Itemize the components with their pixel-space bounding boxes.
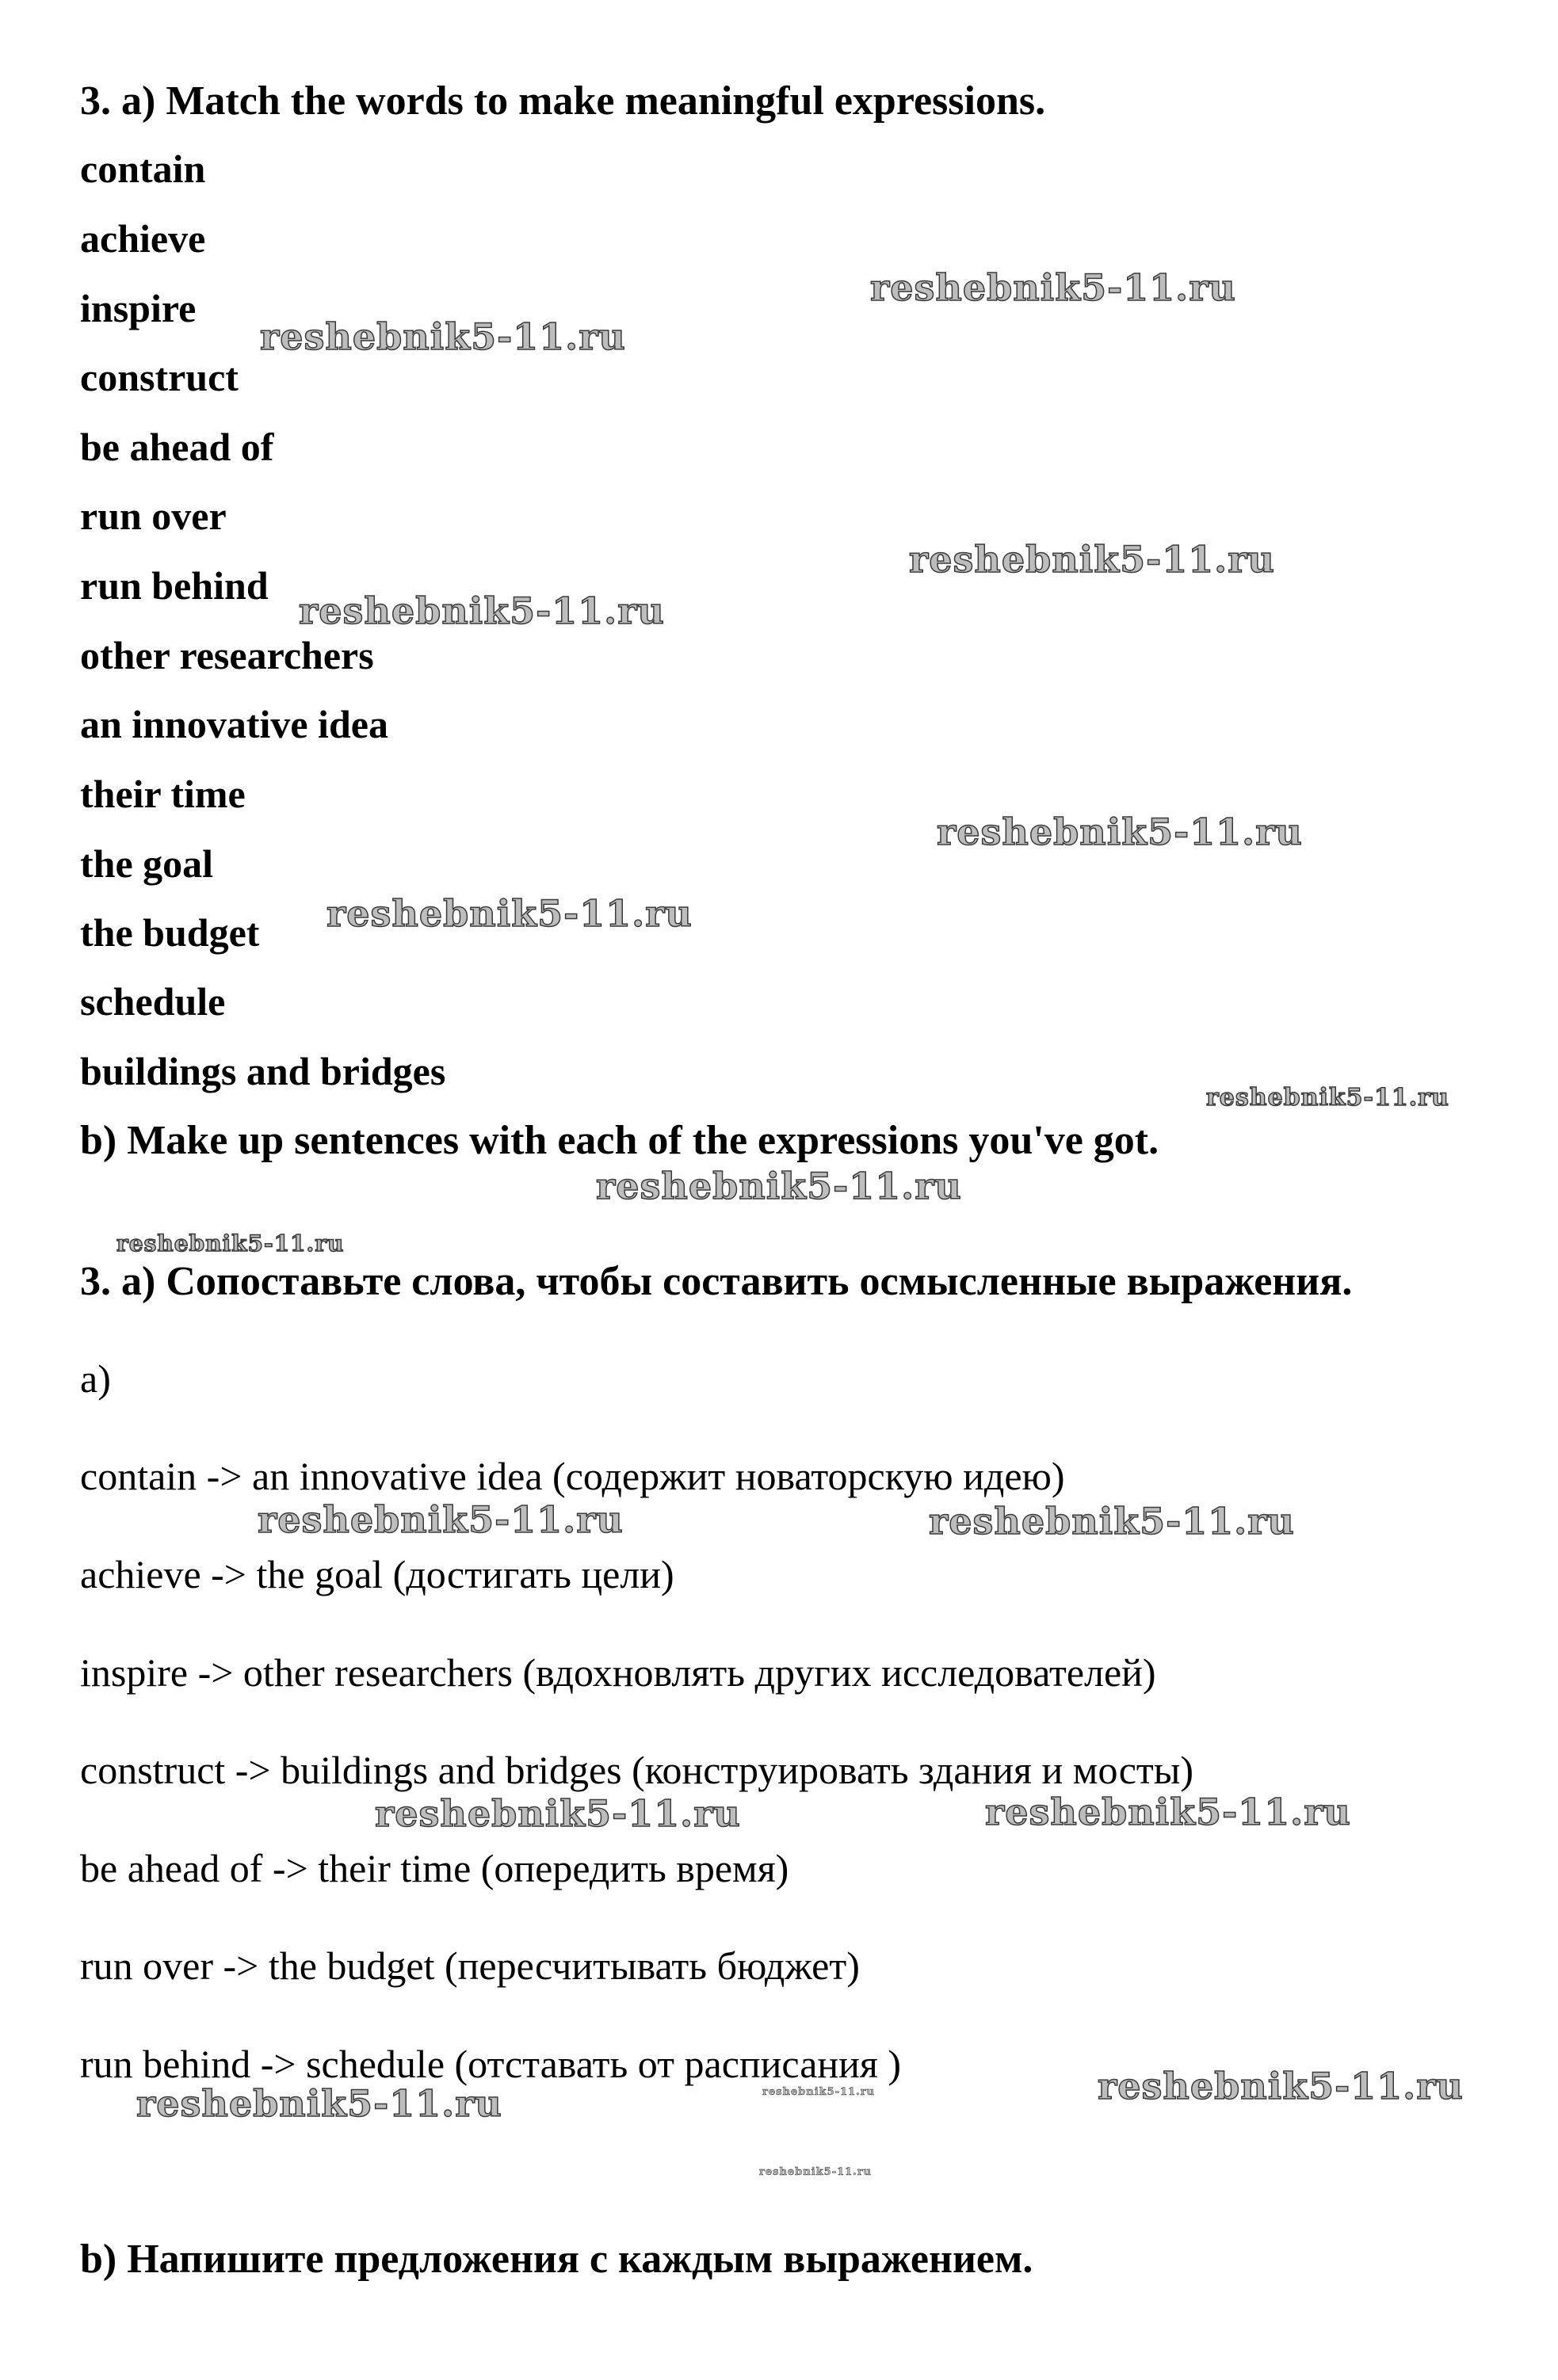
task-b-en: b) Make up sentences with each of the expressions you've got. [80,1118,1159,1163]
watermark: reshebnik5-11.ru [985,1791,1351,1833]
word-item: the goal [80,841,214,886]
watermark: reshebnik5-11.ru [759,2166,873,2178]
word-item: other researchers [80,633,374,677]
watermark: reshebnik5-11.ru [596,1165,962,1207]
watermark: reshebnik5-11.ru [929,1500,1295,1543]
watermark: reshebnik5-11.ru [375,1792,741,1835]
watermark: reshebnik5-11.ru [116,1230,345,1257]
word-item: achieve [80,216,206,261]
answer-line: inspire -> other researchers (вдохновлять других исследователей) [80,1650,1156,1695]
word-item: contain [80,147,206,191]
watermark: reshebnik5-11.ru [762,2086,876,2098]
word-item: run over [80,494,227,538]
word-item: an innovative idea [80,702,388,746]
watermark: reshebnik5-11.ru [299,589,665,632]
watermark: reshebnik5-11.ru [1098,2065,1464,2107]
word-item: the budget [80,910,260,955]
answer-line: be ahead of -> their time (опередить время) [80,1846,789,1890]
watermark: reshebnik5-11.ru [937,810,1303,853]
exercise-title-ru: 3. a) Сопоставьте слова, чтобы составить осмысленные выражения. [80,1259,1353,1304]
watermark: reshebnik5-11.ru [136,2082,502,2125]
watermark: reshebnik5-11.ru [260,315,626,358]
word-item: their time [80,772,246,816]
answer-line: achieve -> the goal (достигать цели) [80,1552,674,1596]
answer-line: run behind -> schedule (отставать от расписания ) [80,2042,902,2086]
watermark: reshebnik5-11.ru [1206,1084,1449,1112]
answer-line: contain -> an innovative idea (содержит новаторскую идею) [80,1454,1065,1498]
word-item: run behind [80,563,269,608]
word-item: schedule [80,979,226,1024]
exercise-title-en: 3. a) Match the words to make meaningful expressions. [80,78,1046,124]
task-b-ru: b) Напишите предложения с каждым выражением. [80,2237,1033,2282]
word-item: inspire [80,286,197,330]
answer-line: run over -> the budget (пересчитывать бюджет) [80,1943,860,1988]
answer-label-a: a) [80,1356,111,1401]
watermark: reshebnik5-11.ru [326,892,693,935]
word-item: construct [80,355,239,399]
word-item: be ahead of [80,425,274,469]
watermark: reshebnik5-11.ru [258,1498,624,1541]
watermark: reshebnik5-11.ru [870,266,1236,309]
word-item: buildings and bridges [80,1049,446,1093]
answer-line: construct -> buildings and bridges (конструировать здания и мосты) [80,1748,1193,1792]
watermark: reshebnik5-11.ru [909,538,1275,581]
